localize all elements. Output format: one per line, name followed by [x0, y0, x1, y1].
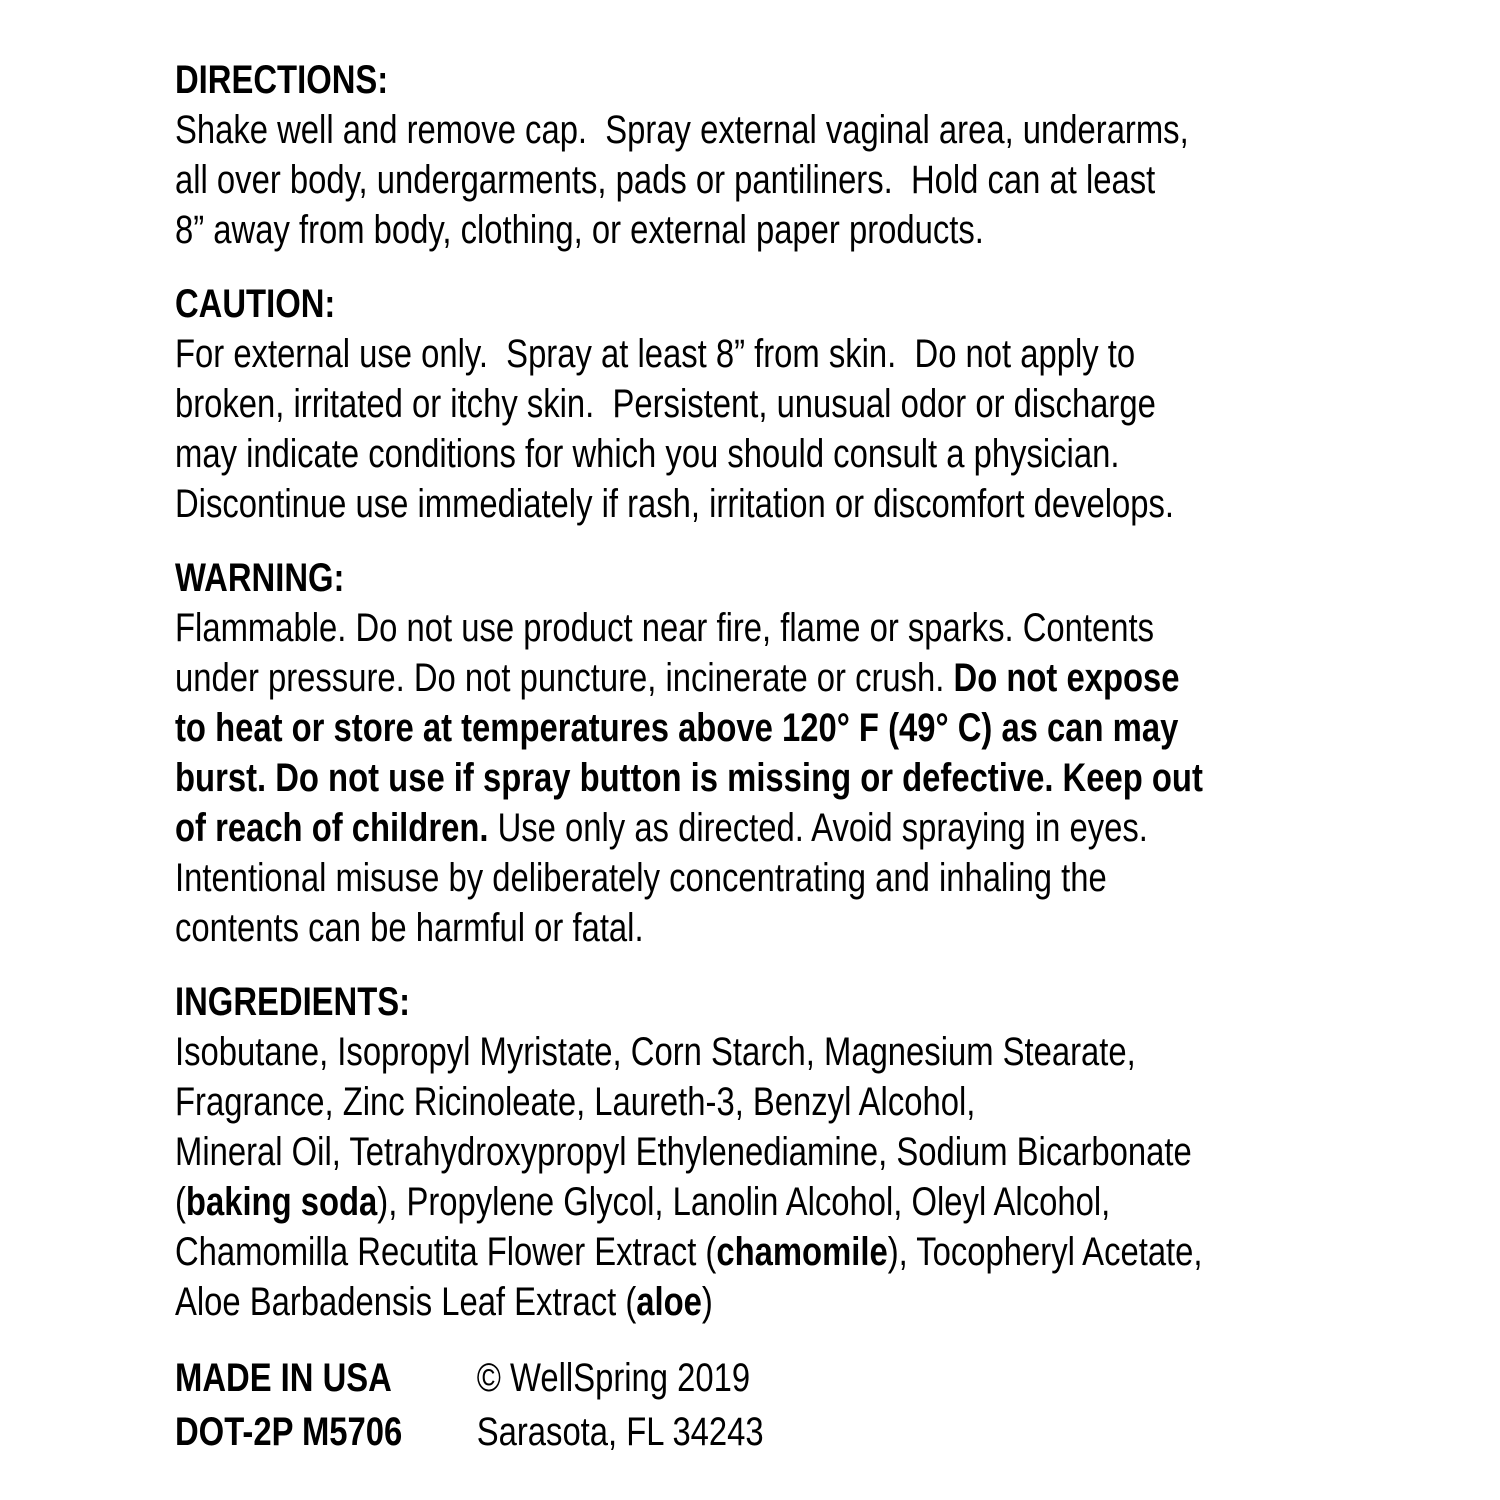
- warning-section: [175, 553, 1339, 953]
- caution-line-2: broken, irritated or itchy skin. Persistent, unusual odor or discharge: [175, 382, 1156, 426]
- ingredients-line-4: [175, 1177, 1339, 1227]
- warning-line-5-regular: Use only as directed. Avoid spraying in eyes.: [497, 806, 1148, 850]
- warning-line-3: to heat or store at temperatures above 120° F (49° C) as can may: [175, 706, 1179, 750]
- warning-heading: WARNING:: [175, 556, 345, 600]
- warning-line-2-bold: Do not expose: [953, 656, 1180, 700]
- ingredients-line-4-post: ), Propylene Glycol, Lanolin Alcohol, Oleyl Alcohol,: [377, 1180, 1111, 1224]
- caution-line-4: Discontinue use immediately if rash, irritation or discomfort develops.: [175, 482, 1174, 526]
- caution-section: [175, 279, 1339, 529]
- warning-line-1: Flammable. Do not use product near fire, flame or sparks. Contents: [175, 606, 1154, 650]
- product-label-text-block: [175, 55, 1339, 1459]
- warning-line-5-bold: of reach of children.: [175, 806, 498, 850]
- ingredients-line-5-pre: Chamomilla Recutita Flower Extract (: [175, 1230, 717, 1274]
- ingredients-line-4-pre: (: [175, 1180, 186, 1224]
- made-in-usa-label: MADE IN USA: [175, 1356, 392, 1400]
- ingredients-line-2: Fragrance, Zinc Ricinoleate, Laureth-3, Benzyl Alcohol,: [175, 1080, 976, 1124]
- ingredients-line-6-bold: aloe: [636, 1280, 702, 1324]
- warning-line-5: [175, 803, 1339, 853]
- directions-heading: DIRECTIONS:: [175, 58, 389, 102]
- warning-line-4: burst. Do not use if spray button is missing or defective. Keep out: [175, 756, 1203, 800]
- caution-line-1: For external use only. Spray at least 8” from skin. Do not apply to: [175, 332, 1136, 376]
- ingredients-line-6-post: ): [701, 1280, 713, 1324]
- footer-row-2: [175, 1405, 1339, 1459]
- warning-line-7: contents can be harmful or fatal.: [175, 906, 644, 950]
- ingredients-line-5-post: ), Tocopheryl Acetate,: [887, 1230, 1203, 1274]
- ingredients-line-5-bold: chamomile: [716, 1230, 888, 1274]
- ingredients-line-1: Isobutane, Isopropyl Myristate, Corn Starch, Magnesium Stearate,: [175, 1030, 1136, 1074]
- caution-line-3: may indicate conditions for which you should consult a physician.: [175, 432, 1120, 476]
- ingredients-heading: INGREDIENTS:: [175, 980, 411, 1024]
- dot-code-label: DOT-2P M5706: [175, 1410, 403, 1454]
- directions-line-2: all over body, undergarments, pads or pantiliners. Hold can at least: [175, 158, 1156, 202]
- copyright-text: © WellSpring 2019: [476, 1356, 751, 1400]
- address-text: Sarasota, FL 34243: [476, 1410, 764, 1454]
- ingredients-line-6-pre: Aloe Barbadensis Leaf Extract (: [175, 1280, 637, 1324]
- footer-section: [175, 1351, 1339, 1459]
- directions-line-1: Shake well and remove cap. Spray external vaginal area, underarms,: [175, 108, 1189, 152]
- warning-line-6: Intentional misuse by deliberately concentrating and inhaling the: [175, 856, 1107, 900]
- ingredients-line-3: Mineral Oil, Tetrahydroxypropyl Ethylenediamine, Sodium Bicarbonate: [175, 1130, 1192, 1174]
- directions-section: [175, 55, 1339, 255]
- footer-row-1: [175, 1351, 1339, 1405]
- directions-line-3: 8” away from body, clothing, or external paper products.: [175, 208, 984, 252]
- ingredients-section: [175, 977, 1339, 1327]
- caution-heading: CAUTION:: [175, 282, 336, 326]
- ingredients-line-5: [175, 1227, 1339, 1277]
- ingredients-line-6: [175, 1277, 1339, 1327]
- ingredients-line-4-bold: baking soda: [185, 1180, 378, 1224]
- warning-line-2-regular: under pressure. Do not puncture, incinerate or crush.: [175, 656, 954, 700]
- warning-line-2: [175, 653, 1339, 703]
